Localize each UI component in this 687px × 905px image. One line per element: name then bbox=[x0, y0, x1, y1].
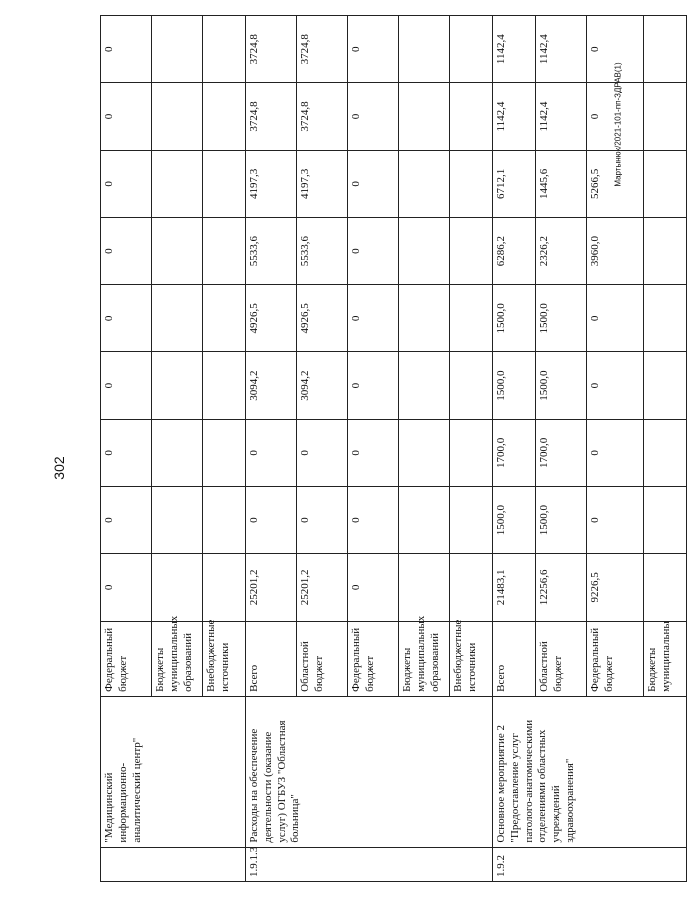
value-cell: 0 bbox=[348, 83, 399, 150]
value-cell: 1500,0 bbox=[536, 285, 587, 352]
value-cell bbox=[450, 16, 493, 83]
value-cell: 4197,3 bbox=[246, 150, 297, 217]
funding-source-cell: Всего bbox=[246, 621, 297, 696]
value-cell: 6286,2 bbox=[493, 217, 536, 284]
funding-source-cell: Федеральный бюджет bbox=[101, 621, 152, 696]
funding-source-cell: Областной бюджет bbox=[297, 621, 348, 696]
funding-source-cell: Федеральный бюджет bbox=[587, 621, 644, 696]
value-cell: 0 bbox=[348, 352, 399, 419]
value-cell: 0 bbox=[101, 352, 152, 419]
value-cell bbox=[203, 487, 246, 554]
value-cell bbox=[644, 16, 687, 83]
value-cell: 1142,4 bbox=[493, 83, 536, 150]
value-cell: 9226,5 bbox=[587, 554, 644, 621]
table-row bbox=[246, 16, 297, 882]
value-cell: 0 bbox=[101, 217, 152, 284]
value-cell bbox=[152, 150, 203, 217]
value-cell: 3094,2 bbox=[297, 352, 348, 419]
funding-source-cell: Федеральный бюджет bbox=[348, 621, 399, 696]
value-cell: 0 bbox=[587, 285, 644, 352]
value-cell bbox=[152, 217, 203, 284]
value-cell: 1142,4 bbox=[493, 16, 536, 83]
value-cell bbox=[450, 487, 493, 554]
value-cell bbox=[644, 554, 687, 621]
value-cell: 5533,6 bbox=[246, 217, 297, 284]
value-cell bbox=[399, 487, 450, 554]
funding-source-cell: Бюджеты муниципальных образований bbox=[152, 621, 203, 696]
value-cell: 6712,1 bbox=[493, 150, 536, 217]
value-cell: 3724,8 bbox=[297, 83, 348, 150]
footer-code: Мартынюк/2021-101-пп-ЗДРАВ(1) bbox=[613, 62, 623, 187]
value-cell: 0 bbox=[297, 419, 348, 486]
value-cell: 3724,8 bbox=[297, 16, 348, 83]
value-cell bbox=[203, 285, 246, 352]
value-cell: 25201,2 bbox=[246, 554, 297, 621]
value-cell: 2326,2 bbox=[536, 217, 587, 284]
value-cell bbox=[644, 150, 687, 217]
value-cell: 1500,0 bbox=[493, 487, 536, 554]
value-cell bbox=[203, 150, 246, 217]
value-cell: 1500,0 bbox=[493, 352, 536, 419]
value-cell: 3960,0 bbox=[587, 217, 644, 284]
value-cell: 0 bbox=[246, 419, 297, 486]
value-cell: 1700,0 bbox=[536, 419, 587, 486]
value-cell: 0 bbox=[587, 83, 644, 150]
value-cell bbox=[203, 217, 246, 284]
funding-source-cell: Внебюджетные источники bbox=[450, 621, 493, 696]
value-cell bbox=[644, 217, 687, 284]
value-cell: 0 bbox=[348, 487, 399, 554]
value-cell: 1500,0 bbox=[493, 285, 536, 352]
value-cell bbox=[152, 487, 203, 554]
value-cell: 21483,1 bbox=[493, 554, 536, 621]
value-cell bbox=[399, 150, 450, 217]
value-cell: 0 bbox=[101, 487, 152, 554]
value-cell: 1142,4 bbox=[536, 16, 587, 83]
value-cell: 0 bbox=[246, 487, 297, 554]
table-row bbox=[101, 16, 152, 882]
value-cell: 0 bbox=[587, 16, 644, 83]
value-cell: 1142,4 bbox=[536, 83, 587, 150]
row-index-cell: 1.9.2 bbox=[493, 847, 687, 881]
page-number: 302 bbox=[51, 456, 67, 480]
value-cell: 0 bbox=[348, 150, 399, 217]
value-cell: 25201,2 bbox=[297, 554, 348, 621]
value-cell: 0 bbox=[348, 419, 399, 486]
value-cell: 12256,6 bbox=[536, 554, 587, 621]
value-cell bbox=[644, 487, 687, 554]
value-cell: 0 bbox=[101, 419, 152, 486]
value-cell: 0 bbox=[587, 487, 644, 554]
value-cell bbox=[399, 16, 450, 83]
value-cell: 0 bbox=[101, 554, 152, 621]
value-cell: 0 bbox=[101, 285, 152, 352]
value-cell bbox=[644, 352, 687, 419]
value-cell: 0 bbox=[348, 16, 399, 83]
value-cell: 0 bbox=[101, 16, 152, 83]
value-cell: 0 bbox=[348, 554, 399, 621]
value-cell: 0 bbox=[101, 150, 152, 217]
value-cell: 5266,5 bbox=[587, 150, 644, 217]
value-cell bbox=[450, 83, 493, 150]
value-cell bbox=[644, 285, 687, 352]
value-cell bbox=[450, 150, 493, 217]
value-cell: 0 bbox=[297, 487, 348, 554]
value-cell: 1700,0 bbox=[493, 419, 536, 486]
value-cell bbox=[203, 83, 246, 150]
row-index-cell: 1.9.1.3 bbox=[246, 847, 493, 881]
value-cell bbox=[152, 16, 203, 83]
value-cell bbox=[644, 83, 687, 150]
value-cell bbox=[152, 83, 203, 150]
measure-name-cell: Расходы на обеспечение деятельности (оказание услуг) ОГБУЗ "Областная больница" bbox=[246, 696, 493, 847]
table-row bbox=[493, 16, 536, 882]
measure-name-cell: Основное мероприятие 2 "Предоставление услуг патолого-анатомическими отделениями областных учреждений здравоохранения" bbox=[493, 696, 687, 847]
measure-name-cell: "Медицинский информационно-аналитический центр" bbox=[101, 696, 246, 847]
value-cell: 3724,8 bbox=[246, 16, 297, 83]
row-index-cell bbox=[101, 847, 246, 881]
value-cell bbox=[203, 419, 246, 486]
funding-source-cell: Областной бюджет bbox=[536, 621, 587, 696]
value-cell: 4926,5 bbox=[246, 285, 297, 352]
value-cell bbox=[203, 16, 246, 83]
value-cell bbox=[450, 554, 493, 621]
funding-source-cell: Внебюджетные источники bbox=[203, 621, 246, 696]
value-cell bbox=[399, 83, 450, 150]
value-cell bbox=[644, 419, 687, 486]
value-cell bbox=[450, 217, 493, 284]
value-cell: 3724,8 bbox=[246, 83, 297, 150]
value-cell: 1500,0 bbox=[536, 487, 587, 554]
value-cell: 0 bbox=[348, 285, 399, 352]
value-cell bbox=[399, 419, 450, 486]
value-cell: 0 bbox=[101, 83, 152, 150]
value-cell bbox=[152, 419, 203, 486]
funding-source-cell: Бюджеты муниципальных образований bbox=[399, 621, 450, 696]
value-cell bbox=[399, 217, 450, 284]
value-cell: 4926,5 bbox=[297, 285, 348, 352]
value-cell: 0 bbox=[348, 217, 399, 284]
value-cell bbox=[152, 285, 203, 352]
value-cell bbox=[203, 554, 246, 621]
value-cell: 3094,2 bbox=[246, 352, 297, 419]
value-cell bbox=[152, 554, 203, 621]
value-cell: 0 bbox=[587, 352, 644, 419]
value-cell bbox=[152, 352, 203, 419]
value-cell bbox=[450, 419, 493, 486]
value-cell bbox=[399, 554, 450, 621]
value-cell: 1445,6 bbox=[536, 150, 587, 217]
value-cell bbox=[450, 285, 493, 352]
value-cell bbox=[203, 352, 246, 419]
value-cell: 4197,3 bbox=[297, 150, 348, 217]
value-cell: 0 bbox=[587, 419, 644, 486]
funding-source-cell: Всего bbox=[493, 621, 536, 696]
value-cell: 5533,6 bbox=[297, 217, 348, 284]
budget-table-body bbox=[101, 16, 687, 882]
funding-source-cell: Бюджеты муниципальны bbox=[644, 621, 687, 696]
budget-table bbox=[100, 15, 687, 882]
value-cell: 1500,0 bbox=[536, 352, 587, 419]
value-cell bbox=[399, 285, 450, 352]
value-cell bbox=[450, 352, 493, 419]
value-cell bbox=[399, 352, 450, 419]
